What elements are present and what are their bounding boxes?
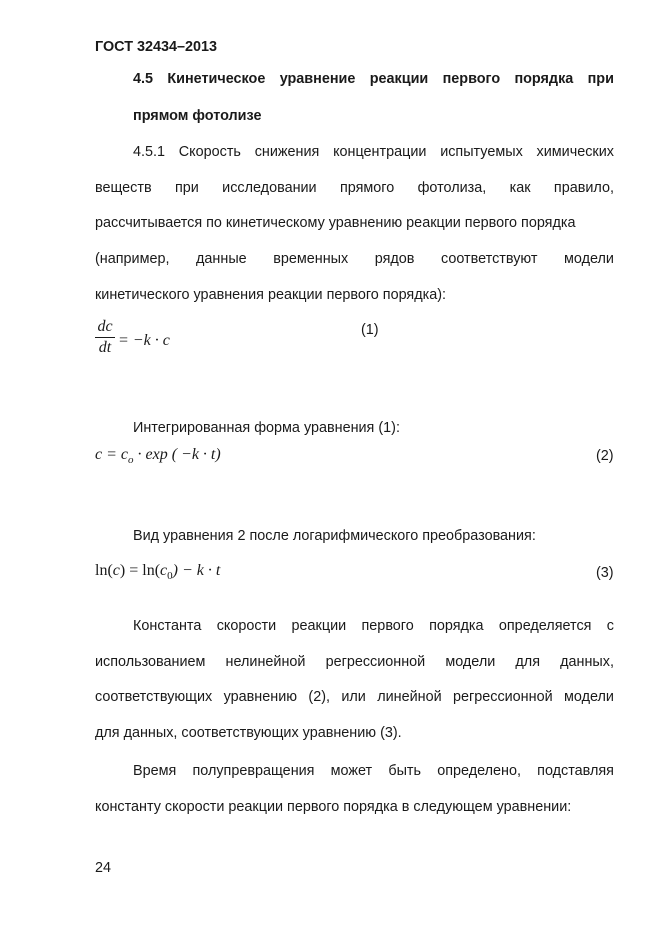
word: реакции [291, 618, 347, 634]
word: для [515, 654, 540, 670]
para3-line1 [133, 763, 614, 779]
para2-line2 [95, 654, 614, 670]
equation-1-number: (1) [361, 322, 379, 338]
word: исследовании [222, 180, 317, 196]
word: быть [388, 763, 422, 779]
equation-3-subscript: 0 [167, 570, 173, 583]
word: (2), [308, 689, 330, 705]
equation-2-rhs: · exp ( −k · t) [133, 446, 221, 463]
word: данные [196, 251, 247, 267]
word: как [509, 180, 531, 196]
word: при [174, 180, 199, 196]
equation-2-lhs: c = c [95, 446, 128, 463]
word: использованием [95, 654, 206, 670]
word: регрессионной [452, 689, 553, 705]
equation-3-part3: ) − k · t [172, 562, 221, 579]
para3-line2: константу скорости реакции первого порядка в следующем уравнении: [95, 799, 572, 815]
equation-1-numerator: dc [97, 318, 113, 335]
word: скорости [216, 618, 277, 634]
word: модели [564, 251, 614, 267]
equation-2-intro: Интегрированная форма уравнения (1): [133, 420, 400, 436]
para2-line4: для данных, соответствующих уравнению (3). [95, 725, 402, 741]
section-heading-line1 [133, 71, 614, 87]
para2-line3 [95, 689, 614, 705]
word: правило, [553, 180, 614, 196]
word: регрессионной [325, 654, 426, 670]
equation-3-number: (3) [596, 565, 614, 581]
section-heading-line2: прямом фотолизе [133, 108, 262, 124]
word: определяется [498, 618, 592, 634]
word: или [341, 689, 366, 705]
word: нелинейной [225, 654, 306, 670]
standard-code: ГОСТ 32434–2013 [95, 39, 218, 55]
para1-line3: рассчитывается по кинетическому уравнению реакции первого порядка [95, 215, 576, 231]
word: полупревращения [192, 763, 315, 779]
word: испытуемых [440, 144, 523, 160]
equation-1-denominator: dt [98, 339, 112, 356]
word: 4.5.1 [133, 144, 166, 160]
para1-line1 [133, 144, 614, 160]
word: уравнение [279, 71, 356, 87]
word: порядка [429, 618, 484, 634]
para2-line1 [133, 618, 614, 634]
para1-line4 [95, 251, 614, 267]
word: химических [536, 144, 614, 160]
word: первого [361, 618, 414, 634]
word: подставляя [537, 763, 614, 779]
word: Константа [133, 618, 202, 634]
equation-3-part1: ln( [95, 562, 113, 579]
word: Время [133, 763, 177, 779]
equation-2-number: (2) [596, 448, 614, 464]
word: линейной [377, 689, 442, 705]
word: фотолиза, [417, 180, 487, 196]
word: снижения [254, 144, 320, 160]
word: данных, [560, 654, 614, 670]
equation-3 [95, 562, 220, 582]
equation-2 [95, 446, 221, 466]
para1-line5: кинетического уравнения реакции первого порядка): [95, 287, 447, 303]
word: рядов [374, 251, 415, 267]
word: веществ [95, 180, 152, 196]
word: концентрации [333, 144, 427, 160]
equation-3-var1: c [112, 562, 120, 579]
equation-1-fraction [95, 318, 115, 357]
word: порядка [514, 71, 574, 87]
word: может [330, 763, 373, 779]
equation-2-subscript: o [128, 454, 134, 467]
word: реакции [369, 71, 429, 87]
word: при [587, 71, 614, 87]
word: модели [445, 654, 496, 670]
word: прямого [339, 180, 395, 196]
para1-line2 [95, 180, 614, 196]
page-number: 24 [95, 860, 112, 876]
word: Кинетическое [167, 71, 266, 87]
equation-3-intro: Вид уравнения 2 после логарифмического преобразования: [133, 528, 536, 544]
word: соответствующих [95, 689, 213, 705]
word: (например, [95, 251, 170, 267]
equation-3-var2: c [160, 562, 168, 579]
word: модели [563, 689, 614, 705]
word: определено, [437, 763, 521, 779]
word: уравнению [223, 689, 298, 705]
fraction-bar [95, 337, 115, 338]
word: временных [273, 251, 349, 267]
equation-1-rhs: = −k · c [118, 332, 170, 349]
word: соответствуют [441, 251, 538, 267]
equation-3-part2: ) = ln( [119, 562, 161, 579]
word: первого [442, 71, 501, 87]
word: с [606, 618, 614, 634]
word: 4.5 [133, 71, 154, 87]
word: Скорость [178, 144, 241, 160]
